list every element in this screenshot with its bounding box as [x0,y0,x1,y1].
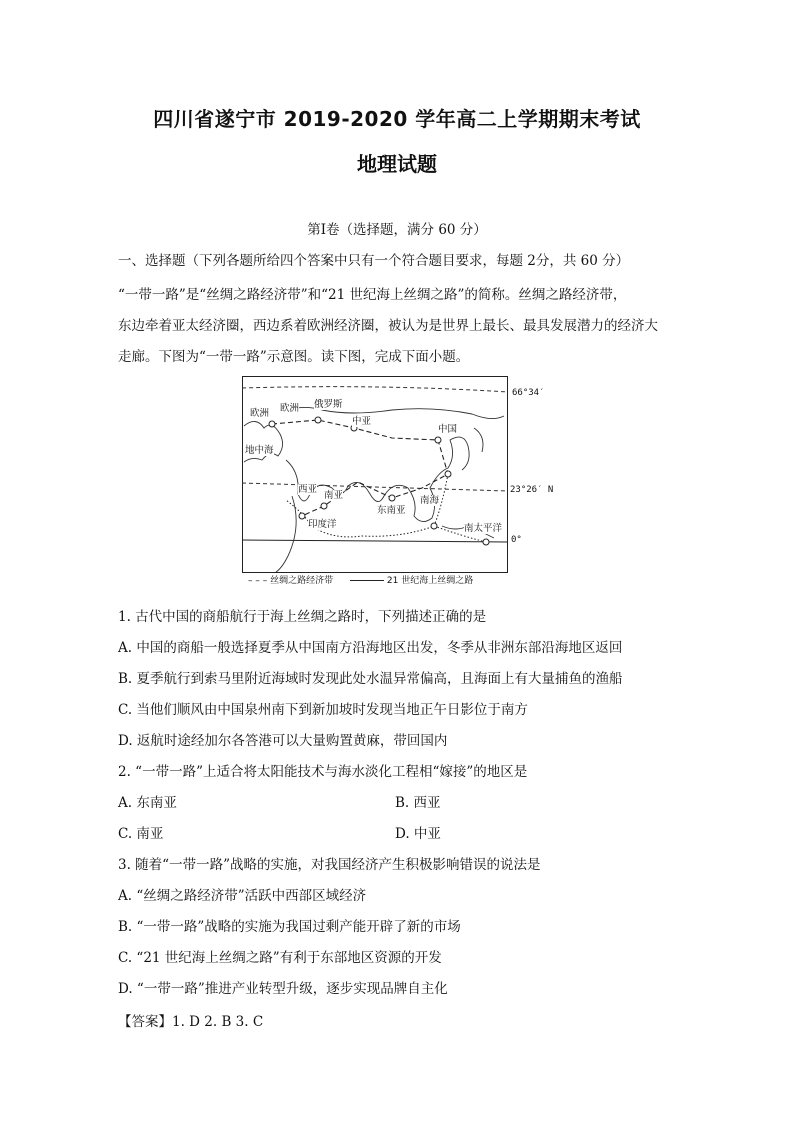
question-1-option-d: D. 返航时途经加尔各答港可以大量购置黄麻，带回国内 [118,733,448,749]
question-3-option-c: C. “21 世纪海上丝绸之路”有利于东部地区资源的开发 [118,950,442,966]
map-label-europe: 欧洲 [250,408,270,419]
map-label-russia: 俄罗斯 [314,399,343,410]
map-label-indian-ocean: 印度洋 [308,519,337,530]
map-label-china: 中国 [438,424,458,435]
answer-key: 【答案】1. D 2. B 3. C [118,1014,264,1030]
question-2-option-d: D. 中亚 [395,826,441,842]
legend-land-route: 丝绸之路经济带 [270,576,334,586]
lat-label-equator: 0° [511,535,522,545]
lat-label-arctic: 66°34′ [512,388,545,398]
question-1-option-b: B. 夏季航行到索马里附近海域时发现此处水温异常偏高，且海面上有大量捕鱼的渔船 [118,671,623,687]
question-1-option-a: A. 中国的商船一般选择夏季从中国南方沿海地区出发，冬季从非洲东部沿海地区返回 [118,640,623,656]
lat-label-tropic: 23°26′ N [510,485,554,495]
question-3-option-d: D. “一带一路”推进产业转型升级，逐步实现品牌自主化 [118,981,448,997]
question-2-option-c: C. 南亚 [118,826,164,842]
passage-line-1: “一带一路”是“丝绸之路经济带”和“21 世纪海上丝绸之路”的简称。丝绸之路经济带， [118,287,627,303]
question-3-option-a: A. “丝绸之路经济带”活跃中西部区域经济 [118,888,367,904]
legend-sea-route: 21 世纪海上丝绸之路 [386,576,474,586]
map-label-south-pacific: 南太平洋 [464,523,503,534]
legend-land-symbol: – – – [248,576,268,586]
section-title: 第Ⅰ卷（选择题，满分 60 分） [307,222,487,238]
question-1-stem: 1. 古代中国的商船航行于海上丝绸之路时，下列描述正确的是 [118,609,487,625]
map-label-central-asia: 中亚 [352,416,372,427]
map-legend [248,573,473,586]
question-1-option-c: C. 当他们顺风由中国泉州南下到新加坡时发现当地正午日影位于南方 [118,702,528,718]
map-label-mediterranean: 地中海 [245,445,274,456]
passage-line-2: 东边牵着亚太经济圈，西边系着欧洲经济圈，被认为是世界上最长、最具发展潜力的经济大 [118,318,658,334]
map-label-south-china-sea: 南海 [420,495,440,506]
question-3-option-b: B. “一带一路”战略的实施为我国过剩产能开辟了新的市场 [118,919,461,935]
passage-line-3: 走廊。下图为“一带一路”示意图。读下图，完成下面小题。 [118,349,470,365]
document-title: 四川省遂宁市 2019-2020 学年高二上学期期末考试 [153,107,641,131]
question-3-stem: 3. 随着“一带一路”战略的实施，对我国经济产生积极影响错误的说法是 [118,857,541,873]
question-2-option-b: B. 西亚 [395,795,441,811]
section-instruction: 一、选择题（下列各题所给四个答案中只有一个符合题目要求，每题 2分，共 60 分） [118,253,630,269]
document-subtitle: 地理试题 [357,152,437,176]
map-label-south-asia: 南亚 [324,490,344,501]
map-label-southeast-asia: 东南亚 [377,505,406,516]
map-label-west-asia: 西亚 [298,484,318,495]
belt-and-road-map [242,376,508,574]
legend-sea-symbol [350,580,384,581]
map-label-europe-2: 欧洲 [280,403,300,414]
question-2-stem: 2. “一带一路”上适合将太阳能技术与海水淡化工程相“嫁接”的地区是 [118,764,528,780]
question-2-option-a: A. 东南亚 [118,795,177,811]
